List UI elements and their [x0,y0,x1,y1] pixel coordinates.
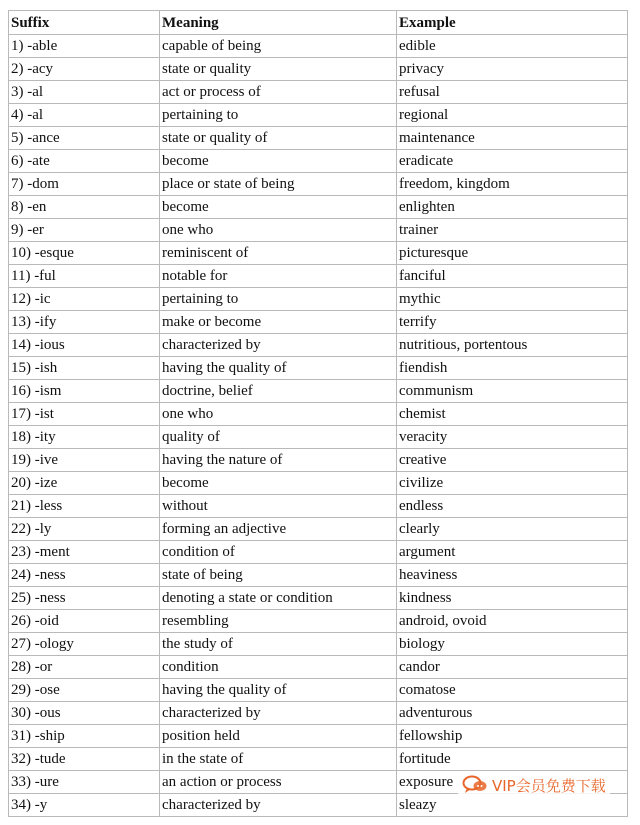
suffix-cell: 31) -ship [9,725,160,748]
suffix-cell: 13) -ify [9,311,160,334]
meaning-cell: one who [160,219,397,242]
suffix-cell: 8) -en [9,196,160,219]
table-row [9,58,628,81]
example-cell: biology [397,633,628,656]
table-row [9,748,628,771]
table-row [9,679,628,702]
example-cell: eradicate [397,150,628,173]
meaning-cell: resembling [160,610,397,633]
example-cell: argument [397,541,628,564]
example-cell: nutritious, portentous [397,334,628,357]
table-row [9,518,628,541]
meaning-cell: having the nature of [160,449,397,472]
suffix-cell: 3) -al [9,81,160,104]
example-cell: kindness [397,587,628,610]
meaning-cell: having the quality of [160,357,397,380]
header-example: Example [397,11,628,35]
table-row [9,127,628,150]
example-cell: regional [397,104,628,127]
table-row [9,426,628,449]
meaning-cell: pertaining to [160,288,397,311]
table-row [9,219,628,242]
suffix-cell: 20) -ize [9,472,160,495]
table-row [9,334,628,357]
suffix-cell: 7) -dom [9,173,160,196]
suffix-cell: 14) -ious [9,334,160,357]
meaning-cell: having the quality of [160,679,397,702]
example-cell: fiendish [397,357,628,380]
suffix-cell: 24) -ness [9,564,160,587]
example-cell: fortitude [397,748,628,771]
meaning-cell: make or become [160,311,397,334]
meaning-cell: one who [160,403,397,426]
table-row [9,173,628,196]
table-row [9,472,628,495]
meaning-cell: notable for [160,265,397,288]
table-row [9,196,628,219]
suffix-cell: 9) -er [9,219,160,242]
table-row [9,610,628,633]
suffix-cell: 5) -ance [9,127,160,150]
example-cell: enlighten [397,196,628,219]
table-row [9,702,628,725]
suffix-cell: 10) -esque [9,242,160,265]
meaning-cell: act or process of [160,81,397,104]
suffix-cell: 25) -ness [9,587,160,610]
example-cell: heaviness [397,564,628,587]
meaning-cell: become [160,196,397,219]
meaning-cell: denoting a state or condition [160,587,397,610]
suffix-cell: 27) -ology [9,633,160,656]
meaning-cell: characterized by [160,794,397,817]
header-suffix: Suffix [9,11,160,35]
suffix-cell: 33) -ure [9,771,160,794]
meaning-cell: characterized by [160,702,397,725]
meaning-cell: condition [160,656,397,679]
header-meaning: Meaning [160,11,397,35]
example-cell: fellowship [397,725,628,748]
example-cell: fanciful [397,265,628,288]
example-cell: mythic [397,288,628,311]
table-row [9,104,628,127]
chat-bubbles-icon [462,775,488,795]
example-cell: endless [397,495,628,518]
meaning-cell: state of being [160,564,397,587]
suffix-table [8,10,628,817]
suffix-cell: 4) -al [9,104,160,127]
suffix-cell: 21) -less [9,495,160,518]
suffix-cell: 29) -ose [9,679,160,702]
table-row [9,311,628,334]
example-cell: creative [397,449,628,472]
suffix-cell: 22) -ly [9,518,160,541]
suffix-cell: 12) -ic [9,288,160,311]
meaning-cell: become [160,472,397,495]
table-body [9,35,628,817]
meaning-cell: without [160,495,397,518]
example-cell: trainer [397,219,628,242]
suffix-cell: 16) -ism [9,380,160,403]
meaning-cell: position held [160,725,397,748]
meaning-cell: state or quality of [160,127,397,150]
table-row [9,380,628,403]
meaning-cell: reminiscent of [160,242,397,265]
example-cell: terrify [397,311,628,334]
meaning-cell: in the state of [160,748,397,771]
suffix-cell: 26) -oid [9,610,160,633]
table-row [9,541,628,564]
suffix-cell: 19) -ive [9,449,160,472]
example-cell: clearly [397,518,628,541]
example-cell: refusal [397,81,628,104]
example-cell: android, ovoid [397,610,628,633]
table-row [9,81,628,104]
table-row [9,35,628,58]
suffix-cell: 15) -ish [9,357,160,380]
example-cell: picturesque [397,242,628,265]
table-row [9,587,628,610]
table-row [9,449,628,472]
suffix-table-container [8,10,627,817]
meaning-cell: doctrine, belief [160,380,397,403]
table-row [9,564,628,587]
example-cell: sleazy [397,794,628,817]
meaning-cell: place or state of being [160,173,397,196]
suffix-cell: 32) -tude [9,748,160,771]
suffix-cell: 6) -ate [9,150,160,173]
example-cell: adventurous [397,702,628,725]
suffix-cell: 30) -ous [9,702,160,725]
example-cell: veracity [397,426,628,449]
example-cell: comatose [397,679,628,702]
example-cell: communism [397,380,628,403]
meaning-cell: capable of being [160,35,397,58]
table-row [9,357,628,380]
table-row [9,495,628,518]
suffix-cell: 1) -able [9,35,160,58]
suffix-cell: 34) -y [9,794,160,817]
table-row [9,725,628,748]
example-cell: civilize [397,472,628,495]
suffix-cell: 28) -or [9,656,160,679]
table-row [9,288,628,311]
meaning-cell: pertaining to [160,104,397,127]
watermark-text: VIP会员免费下载 [492,776,606,795]
example-cell: exposure [397,771,628,794]
suffix-cell: 18) -ity [9,426,160,449]
table-row [9,242,628,265]
header-row [9,11,628,35]
meaning-cell: an action or process [160,771,397,794]
example-cell: chemist [397,403,628,426]
table-row [9,656,628,679]
meaning-cell: the study of [160,633,397,656]
meaning-cell: forming an adjective [160,518,397,541]
example-cell: freedom, kingdom [397,173,628,196]
example-cell: privacy [397,58,628,81]
example-cell: candor [397,656,628,679]
meaning-cell: quality of [160,426,397,449]
meaning-cell: become [160,150,397,173]
suffix-cell: 11) -ful [9,265,160,288]
table-row [9,265,628,288]
table-row [9,633,628,656]
example-cell: maintenance [397,127,628,150]
table-row [9,150,628,173]
table-row [9,403,628,426]
suffix-cell: 17) -ist [9,403,160,426]
meaning-cell: characterized by [160,334,397,357]
example-cell: edible [397,35,628,58]
meaning-cell: state or quality [160,58,397,81]
suffix-cell: 2) -acy [9,58,160,81]
vip-download-watermark[interactable] [458,773,610,797]
meaning-cell: condition of [160,541,397,564]
suffix-cell: 23) -ment [9,541,160,564]
